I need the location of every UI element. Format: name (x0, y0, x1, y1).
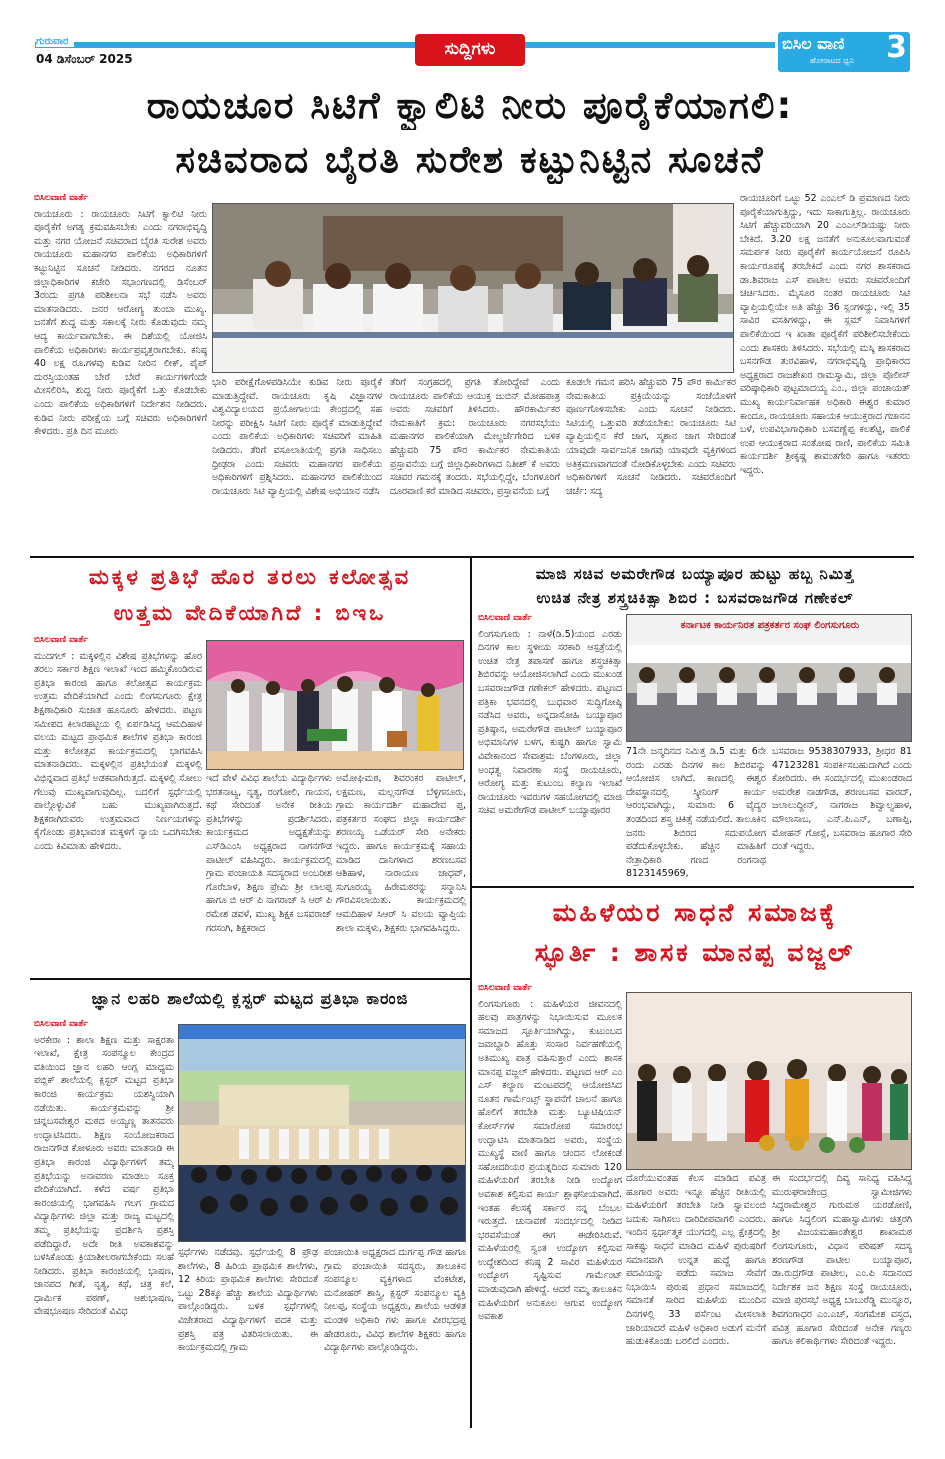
story5-text-right: ಪಂಚಾಯಿತಿ ಅಧ್ಯಕ್ಷರಾದ ದುರ್ಗಪ್ಪ ಗೌಡ ಹಾಗೂ ಗ್ರಾಮ ಪಂಚಾಯಿತಿ ಸದಸ್ಯರು, ತಾಲೂಕಿನ ಸಂಪನ್ಮೂಲ ವ್ಯಕ್ತಿಗಳಾದ ವೆಂಕಟೇಶ, ಮನೋಹರ್ ಶಾಸ್ತ್ರಿ, ಕ್ಲಸ್ಟರ್ ಸಂಪನ್ಮೂಲ ವ್ಯಕ್ತಿ ನೀಲಪ್ಪ, ಸಂಸ್ಥೆಯ ಅಧ್ಯಕ್ಷರು, ಶಾಲೆಯ ಆಡಳಿತ ಮಂಡಳಿ ಅಧಿಕಾರಿ ಗಳು ಹಾಗೂ ವೀರಭದ್ರಪ್ಪ ಹೇಡರೂರು, ವಿವಿಧ ಶಾಲೆಗಳ ಶಿಕ್ಷಕರು ಹಾಗೂ ವಿದ್ಯಾರ್ಥಿಗಳು ಪಾಲ್ಗೊಂಡಿದ್ದರು. (324, 1247, 466, 1354)
story4-column-middle (626, 1172, 766, 1428)
story5-column-middle (178, 1246, 318, 1428)
story2-column-right (336, 772, 466, 976)
paper-name: ಬಿಸಿಲ ವಾಣಿ (782, 34, 845, 53)
story5-headline: ಜ್ಞಾನ ಲಹರಿ ಶಾಲೆಯಲ್ಲಿ ಕ್ಲಸ್ಟರ್ ಮಟ್ಟದ ಪ್ರತಿಭಾ ಕಾರಂಜಿ (91, 989, 409, 1008)
story5-column-left (34, 1018, 174, 1428)
story1-text-below-photo-2 (390, 376, 560, 554)
divider-horizontal-2 (472, 886, 914, 888)
story1-headline-line1: ರಾಯಚೂರ ಸಿಟಿಗೆ ಕ್ವಾಲಿಟಿ ನೀರು ಪೂರೈಕೆಯಾಗಲಿ: (146, 84, 794, 127)
divider-horizontal-1 (30, 556, 914, 558)
story4-text-middle: ದೊರೆಯುವಂತಹ ಕೆಲಸ ಮಾಡಿದ ಪವಿತ್ರ ಹೂಗಾರ ಅವರು ಇನ್ನೂ ಹೆಚ್ಚಿನ ರೀತಿಯಲ್ಲಿ ಮಹಿಳೆಯರಿಗೆ ತರಬೇತಿ ನೀಡಿ ಸ್ವಾವಲಂಬಿ ಬದುಕು ಸಾಗಿಸಲು ದಾರಿದೀಪವಾಗಲಿ ಎಂದರು. ಇಂದಿನ ಸ್ಪರ್ಧಾತ್ಮಕ ಯುಗದಲ್ಲಿ ಎಲ್ಲ ಕ್ಷೇತ್ರದಲ್ಲಿ ಸಾಕಷ್ಟು ಸಾಧನೆ ಮಾಡಿದ ಮಹಿಳೆ ಪುರುಷರಿಗೆ ಸಮಾನವಾಗಿ ಉನ್ನತ ಹುದ್ದೆ ಹಾಗೂ ಪದವಿಯನ್ನು ಪಡೆದು ಸಮಾಜ ಸೇವೆಗೆ ನಿಭಾಯಿಸಿ ಪುರುಷ ಪ್ರಧಾನ ಸಮಾಜದಲ್ಲಿ ಸಮಾನತೆ ಸಾರಿದ ಮಹಿಳೆಯ ಮುಂದಿನ ದಿನಗಳಲ್ಲಿ 33 ಪರ್ಸೆಂಟ ಮೀಸಲಾತಿ ಜಾರಿಯಾದರೆ ಮಹಿಳೆ ಅಧಿಕಾರ ಅಡುಗೆ ಮನೆಗೆ ಹುಡುಕಿಕೊಂಡು ಬರಲಿದೆ ಎಂದರು. (626, 1173, 766, 1348)
story1-column-left (34, 192, 207, 554)
story4-byline: ಬಿಸಿಲವಾಣಿ ವಾರ್ತೆ (478, 983, 532, 993)
story3-column-right (772, 745, 912, 882)
paper-tagline: ಹೋರಾಟದ ಧ್ವನಿ (810, 56, 855, 65)
top-blue-stripe-right (525, 42, 775, 48)
story5-text-middle: ಸ್ಪರ್ಧೆಗಳು ನಡೆದವು. ಸ್ಪರ್ಧೆಯಲ್ಲಿ 8 ಪ್ರೌಢ ಶಾಲೆಗಳು, 8 ಹಿರಿಯ ಪ್ರಾಥಮಿಕ ಶಾಲೆಗಳು, 12 ಕಿರಿಯ ಪ್ರಾಥಮಿಕ ಶಾಲೆಗಳು ಸೇರಿದಂತೆ ಒಟ್ಟು 28ಕ್ಕೂ ಹೆಚ್ಚು ಶಾಲೆಯ ವಿದ್ಯಾರ್ಥಿಗಳು ಪಾಲ್ಗೊಂಡಿದ್ದರು. ಬಳಿಕ ಸ್ಪರ್ಧೆಗಳಲ್ಲಿ ವಿಜೇತರಾದ ವಿದ್ಯಾರ್ಥಿಗಳಿಗೆ ಪದಕ ಮತ್ತು ಪ್ರಶಸ್ತಿ ಪತ್ರ ವಿತರಿಸಲಾಯಿತು. ಈ ಕಾರ್ಯಕ್ರಮದಲ್ಲಿ ಗ್ರಾಮ (178, 1247, 318, 1354)
story2-text-middle: ಇದೆ ವೇಳೆ ವಿವಿಧ ಶಾಲೆಯ ವಿದ್ಯಾರ್ಥಿಗಳು ಭರತನಾಟ್ಯ, ನೃತ್ಯ, ರಂಗೋಲಿ, ಗಾಯನ, ಕಥೆ ಸೇರಿದಂತೆ ಅನೇಕ ರೀತಿಯ ಪ್ರತಿಭೆಗಳನ್ನು ಪ್ರದರ್ಶಿಸಿದರು. ಕಾರ್ಯಕ್ರಮದ ಅಧ್ಯಕ್ಷತೆಯನ್ನು ಎಸ್‌ಡಿಎಂಸಿ ಅಧ್ಯಕ್ಷರಾದ ನಾಗನಗೌಡ ಪಾಟೀಲ್ ವಹಿಸಿದ್ದರು. ಕಾರ್ಯಕ್ರಮದಲ್ಲಿ ಗ್ರಾಮ ಪಂಚಾಯತಿ ಸದಸ್ಯರಾದ ಅಂಬರೀಶ ಗೊರೆಬಾಳ, ಶಿಕ್ಷಣ ಪ್ರೇಮಿ ಶ್ರೀ ಲಾಲಪ್ಪ ಹಾಗೂ ಬಿ ಆರ್ ಪಿ ನಾಗರಾಜ್ ಸಿ ಆರ್ ಪಿ ರಮೇಶ ಡವಳೆ, ಮುಖ್ಯ ಶಿಕ್ಷಕ ಬಸವರಾಜ್ ಗರಸಂಗಿ, ಶಿಕ್ಷಕರಾದ (206, 773, 332, 934)
story3-photo-pressmeet (626, 614, 912, 742)
story1-text-b3: ಕೂಡಲೇ ಗಮನ ಹರಿಸಿ ಹೆಚ್ಚುವರಿ 75 ಪೌರ ಕಾರ್ಮಿಕರ ನೇಮಕಾತಿಯ ಪ್ರಕ್ರಿಯೆಯನ್ನು ಸಂಜೆಯೊಳಗೆ ಪೂರ್ಣಗೊಳಿಸಬೇಕು ಎಂದು ಸೂಚನೆ ನೀಡಿದರು. ಸಿಟಿಯಲ್ಲಿ ಒತ್ತುವರಿ ತಡೆಯಬೇಕು: ರಾಯಚೂರು ಸಿಟಿ ವ್ಯಾಪ್ತಿಯಲ್ಲಿನ ಕೆರೆ ಜಾಗ, ಸ್ಮಶಾನ ಜಾಗ ಸೇರಿದಂತೆ ಯಾವುದೇ ಸಾರ್ವಜನಿಕ ಜಾಗವು ಯಾವುದೇ ವ್ಯಕ್ತಿಗಳಿಂದ ಅತಿಕ್ರಮಣವಾಗದಂತೆ ನೋಡಿಕೊಳ್ಳಬೇಕು ಎಂದು ಸಚಿವರು ಅಧಿಕಾರಿಗಳಿಗೆ ಸೂಚನೆ ನೀಡಿದರು. ಸಚಿವರೊಂದಿಗೆ ಚರ್ಚೆ: ಸದ್ಯ (566, 377, 736, 497)
story3-text-left: ಲಿಂಗಸುಗೂರು : ನಾಳೆ(ಡಿ.5)ಯಂದ ಎರಡು ದಿನಗಳ ಕಾಲ ಸ್ಥಳೀಯ ಸರಕಾರಿ ಆಸ್ಪತ್ರೆಯಲ್ಲಿ ಉಚಿತ ನೇತ್ರ ತಪಾಸಣೆ ಹಾಗೂ ಶಸ್ತ್ರಚಿಕಿತ್ಸಾ ಶಿಬಿರವನ್ನು ಆಯೋಜಿಸಲಾಗಿದೆ ಎಂದು ಮುಖಂಡ ಬಸವರಾಜಗೌಡ ಗಣೇಕಲ್ ಹೇಳಿದರು. ಪಟ್ಟಣದ ಪತ್ರಿಕಾ ಭವನದಲ್ಲಿ ಬುಧವಾರ ಸುದ್ದಿಗೋಷ್ಠಿ ನಡೆಸಿದ ಅವರು, ಅನ್ನದಾಸೋಹಿ ಬಯ್ಯಾಪೂರ ಪ್ರತಿಷ್ಠಾನ, ಅಮರೇಗೌಡ ಪಾಟೀಲ್ ಬಯ್ಯಾಪೂರ ಅಭಿಮಾನಿಗಳ ಬಳಗ, ಕುಷ್ಟಗಿ ಹಾಗೂ ಸ್ವಾಮಿ ವಿವೇಕಾನಂದ ಸೇವಾಶ್ರಮ ಬೆಂಗಳೂರು, ಜಿಲ್ಲಾ ಅಂಧತ್ವ ನಿವಾರಣಾ ಸಂಸ್ಥೆ ರಾಯಚೂರು, ಆರೋಗ್ಯ ಮತ್ತು ಕುಟುಂಬ ಕಲ್ಯಾಣ ಇಲಾಖೆ ರಾಯಚೂರು ಇವರುಗಳ ಸಹಯೋಗದಲ್ಲಿ ಮಾಜಿ ಸಚಿವ ಅಮರೇಗೌಡ ಪಾಟೀಲ್ ಬಯ್ಯಾಪೂರರ (478, 628, 622, 817)
masthead-day: ಗುರುವಾರ (36, 36, 74, 47)
story5-byline: ಬಿಸಿಲವಾಣಿ ವಾರ್ತೆ (34, 1019, 88, 1029)
story4-text-right: ಈ ಸಂದರ್ಭದಲ್ಲಿ ದಿವ್ಯ ಸಾನಿಧ್ಯ ವಹಿಸಿದ್ದ ಮುರುಘರಾಜೇಂದ್ರ ಸ್ವಾಮೀಜಿಗಳು ಸಿದ್ಧರಾಮೇಶ್ವರ ಗುರುಮಠ ಯರಡೋಣಿ, ಹಾಗೂ ಸಿದ್ಧಲಿಂಗ ಮಹಾಸ್ವಾಮಿಗಳು ಚಿತ್ತರಗಿ ಶ್ರೀ ವಿಜಯಮಹಾಂತೇಶ್ವರ ಶಾಖಾಮಠ ಲಿಂಗಸುಗೂರು, ವಿಧಾನ ಪರಿಷತ್ ಸದಸ್ಯ ಶರಣಗೌಡ ಪಾಟೀಲ ಬಯ್ಯಾಪೂರ, ಡಾ.ರುದ್ರಗೌಡ ಪಾಟೀಲ, ಎಂ.ಪಿ ಸದಾನಂದ ನಿರ್ದೇಶಕ ಜನ ಶಿಕ್ಷಣ ಸಂಸ್ಥೆ ರಾಯಚೂರು, ಮಾಜಿ ಪುರಸಭೆ ಅಧ್ಯಕ್ಷ ಬಾಬುರೆಡ್ಡಿ ಮುನ್ನೂರ, ಶಿವಗಂಗಾಧರ ಎಂ.ಎಚ್, ಸಂಗಮೇಶ ವಸ್ತ್ರದ, ಪವಿತ್ರ ಹೂಗಾರ ಸೇರಿದಂತೆ ಅನೇಕ ಗಣ್ಯರು ಹಾಗೂ ಕಲಿಕಾರ್ಥಿಗಳು ಸೇರಿದಂತೆ ಇದ್ದರು. (772, 1173, 912, 1348)
story1-text-b2: ತೆರಿಗೆ ಸಂಗ್ರಹದಲ್ಲಿ ಪ್ರಗತಿ ತೋರಿದ್ದೇವೆ ಎಂದು ರಾಯಚೂರು ಪಾಲಿಕೆಯ ಆಯುಕ್ತ ಜುಬಿನ್ ಮೋಹಪಾತ್ರ ಅವರು ಸಚಿವರಿಗೆ ತಿಳಿಸಿದರು. ಹೌರಕಾರ್ಮಿಕರ ನೇಮಕಾತಿಗೆ ಕ್ರಮ: ರಾಯಚೂರು ನಗರಸಭೆಯು ಮಹಾನಗರ ಪಾಲಿಕೆಯಾಗಿ ಮೇಲ್ದರ್ಜೆಗೇರಿದ ಬಳಿಕ ಹೆಚ್ಚುವರಿ 75 ಪೌರ ಕಾರ್ಮಿಕರ ನೇಮಕಾತಿಯ ಪ್ರಸ್ತಾವನೆಯ ಬಗ್ಗೆ ಜಿಲ್ಲಾಧಿಕಾರಿಗಳಾದ ನಿತೀಶ್ ಕೆ ಅವರು ಸಚಿವರ ಗಮನಕ್ಕೆ ತಂದರು. ಸಭೆಯಲ್ಲಿದ್ದೇ, ಬೆಂಗಳೂರಿಗೆ ದೂರವಾಣಿ ಕರೆ ಮಾಡಿದ ಸಚಿವರು, ಪ್ರಸ್ತಾವನೆಯ ಬಗ್ಗೆ (390, 377, 560, 497)
story4-photo-ceremony (626, 992, 912, 1170)
story2-photo-event (206, 640, 464, 770)
story3-text-middle: 71ನೇ ಜನ್ಮದಿನದ ನಿಮಿತ್ತ ಡಿ.5 ಮತ್ತು 6ನೇ ರಂದು ಎರಡು ದಿನಗಳ ಕಾಲ ಶಿಬಿರವನ್ನು ಆಯೋಜಿಸ ಲಾಗಿದೆ. ಕಾಣದಲ್ಲಿ ಈಶ್ವರ ದೇವಸ್ಥಾನದಲ್ಲಿ ಸ್ಕ್ರೀನಿಂಗ್ ಕಾರ್ಯ ಆರಂಭವಾಗಿದ್ದು, ಸುಮಾರು 6 ವೈದ್ಯರ ತಂಡದಿಂದ ಶಸ್ತ್ರ ಚಿಕಿತ್ಸೆ ನಡೆಯಲಿದೆ. ತಾಲೂಕಿನ ಜನರು ಶಿಬಿರದ ಸದುಪಯೋಗ ಪಡೆದುಕೊಳ್ಳಬೇಕು. ಹೆಚ್ಚಿನ ಮಾಹಿತಿಗೆ ನೇತ್ರಾಧಿಕಾರಿ ಗಣದ ರಂಗನಾಥ 8123145969, (626, 746, 766, 880)
story1-text-right: ರಾಯಚೂರಿಗೆ ಒಟ್ಟು 52 ಎಂಎಲ್ ಡಿ ಪ್ರಮಾಣದ ನೀರು ಪೂರೈಕೆಯಾಗುತ್ತಿದ್ದು, ಇದು ಸಾಕಾಗುತ್ತಿಲ್ಲ. ರಾಯಚೂರು ಸಿಟಿಗೆ ಹೆಚ್ಚುವರಿಯಾಗಿ 20 ಎಂಎಲ್‌ಡಿಯಷ್ಟು ನೀರು ಬೇಕಿದೆ. 3.20 ಲಕ್ಷ ಜನತೆಗೆ ಅನುಕೂಲವಾಗುವಂತೆ ಸಮರ್ಪಕ ನೀರು ಪೂರೈಕೆಗೆ ಕಾರ್ಯಯೋಜನೆ ರೂಪಿಸಿ ಕಾರ್ಯರೂಪಕ್ಕೆ ತರಬೇಕಿದೆ ಎಂದು ನಗರ ಶಾಸಕರಾದ ಡಾ.ಶಿವರಾಜ ಎಸ್ ಪಾಟೀಲ ಅವರು ಸಚಿವರೊಂದಿಗೆ ಚರ್ಚಿಸಿದರು. ಮೈಸೂರ ನಂತರ ರಾಯಚೂರು ಸಿಟಿ ವ್ಯಾಪ್ತಿಯಲ್ಲಿಯೇ ಅತಿ ಹೆಚ್ಚು 36 ಸ್ಲಂಗಳಿದ್ದು, ಇಲ್ಲಿ 35 ಸಾವಿರ ವಸತಿಗಳಿದ್ದು, ಈ ಸ್ಲಮ್ ನಿವಾಸಿಗಳಿಗೆ ಪಾಲಿಕೆಯಿಂದ ಇ ಖಾತಾ ಪೂರೈಕೆಗೆ ಪರಿಶೀಲಿಸಬೇಕೆಂದು ಎಂದು ಶಾಸಕರು ತಿಳಿಸಿದರು. ಸಭೆಯಲ್ಲಿ ಮಸ್ಕಿ ಶಾಸಕರಾದ ಬಸನಗೌಡ ತುರವಿಹಾಳ, ನಗರಾಭಿವೃದ್ಧಿ ಪ್ರಾಧಿಕಾರದ ಅಧ್ಯಕ್ಷರಾದ ರಾಜಶೇಖರ ರಾಮಸ್ವಾಮಿ, ಜಿಲ್ಲಾ ಪೊಲೀಸ್ ವರಿಷ್ಠಾಧಿಕಾರಿ ಪುಟ್ಟಮಾದಯ್ಯ ಎಂ., ಜಿಲ್ಲಾ ಪಂಚಾಯತ್ ಮುಖ್ಯ ಕಾರ್ಯನಿರ್ವಾಹಕ ಅಧಿಕಾರಿ ಈಶ್ವರ ಕುಮಾರ ಕಾಂದೂ, ರಾಯಚೂರು ಸಹಾಯಕ ಆಯುಕ್ತರಾದ ಗಜಾನನ ಬಳೆ, ಉಪವಿಭಾಗಾಧಿಕಾರಿ ಬಸವಣ್ಣೆಪ್ಪ ಕಲಶೆಟ್ಟಿ, ಪಾಲಿಕೆ ಉಪ ಆಯುಕ್ತರಾದ ಸಂತೋಷ ರಾಣಿ, ಪಾಲಿಕೆಯ ಸಮಿತಿ ಕಾರ್ಯದರ್ಶಿ ಶ್ರೀಕೃಷ್ಣ ಶಾವಂತಗೇರಿ ಹಾಗೂ ಇತರರು ಇದ್ದರು. (740, 193, 910, 476)
story3-text-right: ಬಸವರಾಜ 9538307933, ಶ್ರೀಧರ 81 47123281 ಸಂಪರ್ಕಿಸಬಹುದಾಗಿದೆ ಎಂದು ಕೋರಿದರು. ಈ ಸಂದರ್ಭದಲ್ಲಿ ಮುಖಂಡರಾದ ಅಮರೇಶ ನಾಡಗೌಡ, ಶರಣಬಸವ ವಾರದ್, ಜಲಾಲುದ್ದೀನ್, ನಾಗರಾಜ ಶಿವ್ವಾಲ್ವಹಾಳ, ಮೌಲಾಸಾಬ, ಎನ್.ಪಿ.ಎನ್, ಬಣಾಪ್ಪಿ, ಮೋಹನ್ ಗೋಸ್ಲೆ, ಬಸವರಾಜ ಹೂಗಾರ ಸೇರಿ ದಂತೆ ಇದ್ದರು. (772, 746, 912, 853)
masthead-date: 04 ಡಿಸೆಂಬರ್ 2025 (36, 52, 133, 66)
story1-column-right (740, 192, 910, 554)
story2-text-left: ಮುದಗಲ್ : ಮಕ್ಕಳಲ್ಲಿನ ವಿಶೇಷ ಪ್ರತಿಭೆಗಳನ್ನು ಹೊರ ತರಲು ಸರ್ಕಾರ ಶಿಕ್ಷಣ ಇಲಾಖೆ ಇಂದ ಹಮ್ಮಿಕೊಂಡಿರುವ ಪ್ರತಿಭಾ ಕಾರಂಜಿ ಹಾಗೂ ಕಲೋತ್ಸವ ಕಾರ್ಯಕ್ರಮ ಉತ್ತಮ ವೇದಿಕೆಯಾಗಿದೆ ಎಂದು ಲಿಂಗಸುಗೂರು ಕ್ಷೇತ್ರ ಶಿಕ್ಷಣಾಧಿಕಾರಿ ಸುಜಾತ ಹೂನೂರು ಹೇಳಿದರು. ಪಟ್ಟಣ ಸಮೀಪದ ಕಿಲಾರಹಟ್ಟಿಯ ಲ್ಲಿ ಏರ್ಪಡಿಸಿದ್ದ ಆಮದಿಹಾಳ ವಲಯ ಮಟ್ಟದ ಪ್ರಾಥಮಿಕ ಶಾಲೆಗಳ ಪ್ರತಿಭಾ ಕಾರಂಜಿ ಮತ್ತು ಕಲೋತ್ಸವ ಕಾರ್ಯಕ್ರಮದಲ್ಲಿ ಭಾಗವಹಿಸಿ ಮಾತನಾಡಿದರು. ಮಕ್ಕಳಲ್ಲಿನ ಪ್ರತಿಭೆಯಂತೆ ಮಕ್ಕಳಲ್ಲಿ ವಿಭಿನ್ನವಾದ ಪ್ರತಿಭೆ ಅಡಕವಾಗಿರುತ್ತದೆ. ಮಕ್ಕಳಲ್ಲಿ ಸೋಲು ಗೆಲುವು ಮುಖ್ಯವಾಗುವುದಿಲ್ಲ. ಬದಲಿಗೆ ಸ್ಪರ್ಧೆಯಲ್ಲಿ ಪಾಲ್ಗೊಳ್ಳುವಿಕೆ ಬಹು ಮುಖ್ಯವಾಗಿರುತ್ತದೆ. ಶಿಕ್ಷಕರಾಗಿರುವರು ಉತ್ತಮವಾದ ನಿರ್ಣಯಗಳನ್ನು ಕೈಗೊಂಡು ಪ್ರತಿಭಾವಂತ ಮಕ್ಕಳಿಗೆ ನ್ಯಾಯ ಒದಗಿಸಬೇಕು ಎಂದು ಕಿವಿಮಾತು ಹೇಳಿದರು. (34, 650, 202, 852)
masthead (0, 0, 945, 80)
story3-column-middle (626, 745, 766, 882)
story3-photo-banner: ಕರ್ನಾಟಕ ಕಾರ್ಯನಿರತ ಪತ್ರಕರ್ತರ ಸಂಘ ಲಿಂಗಸುಗೂರು (680, 620, 860, 631)
story4-text-left: ಲಿಂಗಸುಗೂರು : ಮಹಿಳೆಯರ ಜೀವನದಲ್ಲಿ ಹಲವು ಪಾತ್ರಗಳನ್ನು ನಿಭಾಯಿಸುವ ಮೂಲಕ ಸಮಾಜದ ಸ್ಫೂರ್ತಿಯಾಗಿದ್ದು, ಕುಟುಂಬದ ಜವಾಬ್ದಾರಿ ಹೊತ್ತು ಸಂಸಾರ ನಿರ್ವಹಣೆಯಲ್ಲಿ ಅತಿಮುಖ್ಯ ಪಾತ್ರ ವಹಿಸುತ್ತಾರೆ ಎಂದು ಶಾಸಕ ಮಾನಪ್ಪ ವಜ್ಜಲ್ ಹೇಳಿದರು. ಪಟ್ಟಣದ ಆರ್ ಎಂ ಎಸ್ ಕಲ್ಯಾಣ ಮಂಟಪದಲ್ಲಿ ಆಯೋಜಿಸಿದ ನೂತನ ಗಾರ್ಮೆಂಟ್ಸ್ ಸ್ಥಾಪನೆಗೆ ಚಾಲನೆ ಹಾಗೂ ಹೊಲಿಗೆ ತರಬೇತಿ ಮತ್ತು ಬ್ಯೂಟಿಷಿಯನ್ ಕೋರ್ಸ್‌ಗಳ ಸಮಾರೋಪ ಸಮಾರಂಭ ಉದ್ಘಾಟಿಸಿ ಮಾತನಾಡಿದ ಅವರು, ಸಂಸ್ಥೆಯ ಮುಖ್ಯಸ್ಥೆ ವಾಣಿ ಹಾಗೂ ಚಂದನ ಲೋಕಂಡೆ ಸಹೋದರಿಯರ ಪ್ರಯತ್ನದಿಂದ ಸುಮಾರು 120 ಮಹಿಳೆಯರಿಗೆ ತರಬೇತಿ ನೀಡಿ ಉದ್ಯೋಗ ಅವಕಾಶ ಕಲ್ಪಿಸುವ ಕಾರ್ಯ ಶ್ಲಾಘನೀಯವಾಗಿದೆ. ಇಂತಹ ಕೆಲಸಕ್ಕೆ ಸರ್ಕಾರ ನನ್ನ ಬೆಂಬಲ ಇರುತ್ತದೆ. ಚುನಾವಣೆ ಸಂದರ್ಭದಲ್ಲಿ ನೀಡಿದ ಭರವಸೆಯಂತೆ ಈಗ ಈಡೇರಿಸಿರುವೆ. ಮಹಿಳೆಯರಲ್ಲಿ ಸ್ವಂತ ಉದ್ಯೋಗ ಕಲ್ಪಿಸುವ ಉದ್ದೇಶದಿಂದ ಕನಿಷ್ಠ 2 ಸಾವಿರ ಮಹಿಳೆಯರ ಉದ್ಯೋಗ ಸೃಷ್ಟಿಸುವ ಗಾರ್ಮೆಂಟ್ ಮಾಡುವುದಾಗಿ ಹೇಳಿದ್ದೆ. ಆದರೆ ನಮ್ಮ ತಾಲೂಕಿನ ಮಹಿಳೆಯರಿಗೆ ಅನುಕೂಲ ಆಗುವ ಉದ್ಯೋಗ ಅವಕಾಶ (478, 998, 622, 1323)
story1-text-below-photo-1 (212, 376, 382, 554)
story1-text-left: ರಾಯಚೂರು : ರಾಯಚೂರು ಸಿಟಿಗೆ ಕ್ವಾಲಿಟಿ ನೀರು ಪೂರೈಕೆಗೆ ಅಗತ್ಯ ಕ್ರಮವಹಿಸಬೇಕು ಎಂದು ನಗರಾಭಿವೃದ್ಧಿ ಮತ್ತು ನಗರ ಯೋಜನೆ ಸಚಿವರಾದ ಬೈರತಿ ಸುರೇಶ ಅವರು ರಾಯಚೂರು ಮಹಾನಗರ ಪಾಲಿಕೆಯ ಅಧಿಕಾರಿಗಳಿಗೆ ಕಟ್ಟುನಿಟ್ಟಿನ ಸೂಚನೆ ನೀಡಿದರು. ನಗರದ ನೂತನ ಜಿಲ್ಲಾಧಿಕಾರಿಗಳ ಕಚೇರಿ ಸಭಾಂಗಣದಲ್ಲಿ ಡಿಸೆಂಬರ್ 3ರಂದು ಪ್ರಗತಿ ಪರಿಶೀಲನಾ ಸಭೆ ನಡೆಸಿ ಅವರು ಮಾತನಾಡಿದರು. ಜನರ ಆರೋಗ್ಯ ತುಂಬಾ ಮುಖ್ಯ. ಜನತೆಗೆ ಶುದ್ಧ ಮತ್ತು ಸಕಾಲಕ್ಕೆ ನೀರು ಕೊಡುವುದು ನಮ್ಮ ಆದ್ಯ ಕಾರ್ಯವಾಗಬೇಕು. ಈ ದಿಶೆಯಲ್ಲಿ ಯೋಜಿಸಿ ಪಾಲಿಕೆಯ ಅಧಿಕಾರಿಗಳು ಕಾರ್ಯಪ್ರವೃತ್ತರಾಗಬೇಕು. ಕನಿಷ್ಠ 40 ಲಕ್ಷ ರೂ.ಗಳವು ಕುಡಿವ ನೀರಿನ ಲೀಕ್, ಪೈಪ್ ದುರಸ್ತಿಯಂತಹ ಬೇರೆ ಬೇರೆ ಕಾರ್ಯಗಳಿಗೆಂದೇ ಮೀಸಲಿರಿಸಿ, ಶುದ್ಧ ನೀರು ಪೂರೈಕೆಗೆ ಒತ್ತು ಕೊಡಬೇಕು ಎಂದು ಪಾಲಿಕೆಯ ಅಧಿಕಾರಿಗಳಿಗೆ ನಿರ್ದೇಶನ ನೀಡಿದರು. ಕುಡಿವ ನೀರು ಪರೀಕ್ಷೆಯ ಬಗ್ಗೆ ಸಚಿವರು ಅಧಿಕಾರಿಗಳಿಗೆ ಕೇಳಿದರು. ಪ್ರತಿ ದಿನ ಮೂರು (34, 208, 207, 438)
story4-headline-line2: ಸ್ಫೂರ್ತಿ : ಶಾಸಕ ಮಾನಪ್ಪ ವಜ್ಜಲ್ (534, 938, 856, 967)
story1-byline: ಬಿಸಿಲವಾಣಿ ವಾರ್ತೆ (34, 193, 88, 203)
divider-vertical-1 (470, 558, 472, 1428)
story2-headline-line2: ಉತ್ತಮ ವೇದಿಕೆಯಾಗಿದೆ : ಬಿಇಒ (113, 601, 387, 625)
story3-headline-line1: ಮಾಜಿ ಸಚಿವ ಅಮರೇಗೌಡ ಬಯ್ಯಾಪೂರ ಹುಟ್ಟು ಹಬ್ಬ ನಿಮಿತ್ತ (535, 565, 855, 583)
story2-column-middle (206, 772, 332, 976)
story5-text-left: ಅರಕೇರಾ : ಶಾಲಾ ಶಿಕ್ಷಣ ಮತ್ತು ಸಾಕ್ಷರತಾ ಇಲಾಖೆ, ಕ್ಷೇತ್ರ ಸಂಪನ್ಮೂಲ ಕೇಂದ್ರದ ವತಿಯಿಂದ ಜ್ಞಾನ ಲಹರಿ ಆಂಗ್ಲ ಮಾಧ್ಯಮ ಪಬ್ಲಿಕ್ ಶಾಲೆಯಲ್ಲಿ ಕ್ಲಸ್ಟರ್ ಮಟ್ಟದ ಪ್ರತಿಭಾ ಕಾರಂಜಿ ಕಾರ್ಯಕ್ರಮ ಯಶಸ್ವಿಯಾಗಿ ನಡೆಯಿತು. ಕಾರ್ಯಕ್ರಮವನ್ನು ಶ್ರೀ ಚನ್ನಬಸವೇಶ್ವರ ಮಠದ ಅಯ್ಯಣ್ಣ ತಾತನವರು ಉದ್ಘಾಟಿಸಿದರು. ಶಿಕ್ಷಣ ಸಂಯೋಜಕರಾದ ರಾಜನಗೌಡ ಕೋಳೂರು ಅವರು ಮಾತನಾಡಿ ಈ ಪ್ರತಿಭಾ ಕಾರಂಜಿ ವಿದ್ಯಾರ್ಥಿಗಳಿಗೆ ತಮ್ಮ ಪ್ರತಿಭೆಯನ್ನು ಅನಾವರಣ ಮಾಡಲು ಸೂಕ್ತ ವೇದಿಕೆಯಾಗಿದೆ. ಕಳೆದ ವರ್ಷ ಪ್ರತಿಭಾ ಕಾರಂಜಿಯಲ್ಲಿ ಭಾಗವಹಿಸಿ ಗಲಗ ಗ್ರಾಮದ ವಿದ್ಯಾರ್ಥಿಗಳು ಜಿಲ್ಲಾ ಮತ್ತು ರಾಜ್ಯ ಮಟ್ಟದಲ್ಲಿ ತಮ್ಮ ಪ್ರತಿಭೆಯನ್ನು ಪ್ರದರ್ಶಿಸಿ ಪ್ರಶಸ್ತಿ ಪಡೆದಿದ್ದಾರೆ. ಅದೇ ರೀತಿ ಅವಕಾಶವನ್ನು ಬಳಸಿಕೊಂಡು ಕ್ರಿಯಾಶೀಲರಾಗಬೇಕೆಂದು ಸಲಹೆ ನೀಡಿದರು. ಪ್ರತಿಭಾ ಕಾರಂಜಿಯಲ್ಲಿ ಭಾಷಣ, ಜಾನಪದ ಗೀತೆ, ನೃತ್ಯ, ಕಥೆ, ಚಿತ್ರ ಕಲೆ, ಧಾರ್ಮಿಕ ಪಠಣ್, ಆಶುಭಾಷಣ, ವೇಷಭೂಷಣ ಸೇರಿದಂತೆ ವಿವಿಧ (34, 1034, 174, 1318)
story2-headline-line1: ಮಕ್ಕಳ ಪ್ರತಿಭೆ ಹೊರ ತರಲು ಕಲೋತ್ಸವ (88, 565, 412, 589)
section-title: ಸುದ್ದಿಗಳು (444, 39, 496, 59)
page-number: 3 (886, 30, 907, 65)
story1-photo-meeting (212, 203, 734, 373)
story2-byline: ಬಿಸಿಲವಾಣಿ ವಾರ್ತೆ (34, 635, 88, 645)
story5-photo-school-event (178, 1024, 466, 1242)
story1-text-below-photo-3 (566, 376, 736, 554)
story1-headline-line2: ಸಚಿವರಾದ ಬೈರತಿ ಸುರೇಶ ಕಟ್ಟುನಿಟ್ಟಿನ ಸೂಚನೆ (175, 138, 765, 181)
story3-byline: ಬಿಸಿಲವಾಣಿ ವಾರ್ತೆ (478, 613, 532, 623)
story1-text-b1: ಭಾರಿ ಪರೀಕ್ಷೆಗೊಳಪಡಿಸಿಯೇ ಕುಡಿವ ನೀರು ಪೂರೈಕೆ ಮಾಡುತ್ತಿದ್ದೇವೆ. ರಾಯಚೂರು ಕೃಷಿ ವಿಜ್ಞಾನಗಳ ವಿಶ್ವವಿದ್ಯಾಲಯದ ಪ್ರಯೋಗಾಲಯ ಕೇಂದ್ರದಲ್ಲಿ ಸಹ ನೀರನ್ನು ಪರೀಕ್ಷಿಸಿ ಸಿಟಿಗೆ ನೀರು ಪೂರೈಕೆ ಮಾಡುತ್ತಿದ್ದೇವೆ ಎಂದು ಪಾಲಿಕೆಯ ಅಧಿಕಾರಿಗಳು ಸಚಿವರಿಗೆ ಮಾಹಿತಿ ನೀಡಿದರು. ತೆರಿಗೆ ವಸೂಲಾತಿಯಲ್ಲಿ ಪ್ರಗತಿ ಸಾಧಿಸಲು ಧ್ರೀಢರಾ ಎಂದು ಸಚಿವರು ಮಹಾನಗರ ಪಾಲಿಕೆಯ ಅಧಿಕಾರಿಗಳಿಗೆ ಪ್ರಶ್ನಿಸಿದರು. ಮಹಾನಗರ ಪಾಲಿಕೆಯಿಂದ ರಾಯಚೂರು ಸಿಟಿ ವ್ಯಾಪ್ತಿಯಲ್ಲಿ ವಿಶೇಷ ಅಭಿಯಾನ ನಡೆಸಿ (212, 377, 382, 497)
story3-column-left (478, 612, 622, 882)
story3-headline-line2: ಉಚಿತ ನೇತ್ರ ಶಸ್ತ್ರಚಿಕಿತ್ಸಾ ಶಿಬಿರ : ಬಸವರಾಜಗೌಡ ಗಣೇಕಲ್ (536, 589, 854, 607)
top-blue-stripe (35, 42, 415, 48)
story4-column-left (478, 982, 622, 1428)
story2-column-left (34, 634, 202, 976)
story4-headline-line1: ಮಹಿಳೆಯರ ಸಾಧನೆ ಸಮಾಜಕ್ಕೆ (552, 898, 838, 927)
story4-column-right (772, 1172, 912, 1428)
story5-column-right (324, 1246, 466, 1428)
divider-horizontal-3 (30, 978, 470, 980)
story2-text-right: ಅಮೋಘಿಮಠ, ಶಿವರಂಕರ ಪಾಟೀಲ್, ಲಕ್ಷಮಣ, ಮಲ್ಲನಗೌಡ ಬೆಳ್ಳಿಗನೂರು, ಗ್ರಾಮ ಕಾರ್ಯದರ್ಶಿ ಮಹಾದೇವ ಪ್ಪ, ಪತ್ರಕರ್ತರ ಸಂಘದ ಜಿಲ್ಲಾ ಕಾರ್ಯದರ್ಶಿ ಶರಣಯ್ಯ ಒಡೆಯರ್ ಸೇರಿ ಅನೇಕರು ಇದ್ದರು. ಹಾಗೂ ಕಾರ್ಯಕ್ರಮಕ್ಕೆ ಸಹಾಯ ಮಾಡಿದ ದಾನಿಗಳಾದ ಶರಣಬಸವ ಆಶಿಹಾಳ, ನಾರಾಯಣ ಜಾಧವ್, ಸುಗೂರಯ್ಯ ಹಿರೇಮಠರನ್ನು ಸನ್ಮಾನಿಸಿ ಗೌರವಿಸಲಾಯಿತು. ಕಾರ್ಯಕ್ರಮದಲ್ಲಿ ಆಮದಿಹಾಳ ಸಿಆರ್ ಸಿ ವಲಯ ವ್ಯಾಪ್ತಿಯ ಶಾಲಾ ಮಕ್ಕಳು, ಶಿಕ್ಷಕರು ಭಾಗವಹಿಸಿದ್ದರು. (336, 773, 466, 934)
